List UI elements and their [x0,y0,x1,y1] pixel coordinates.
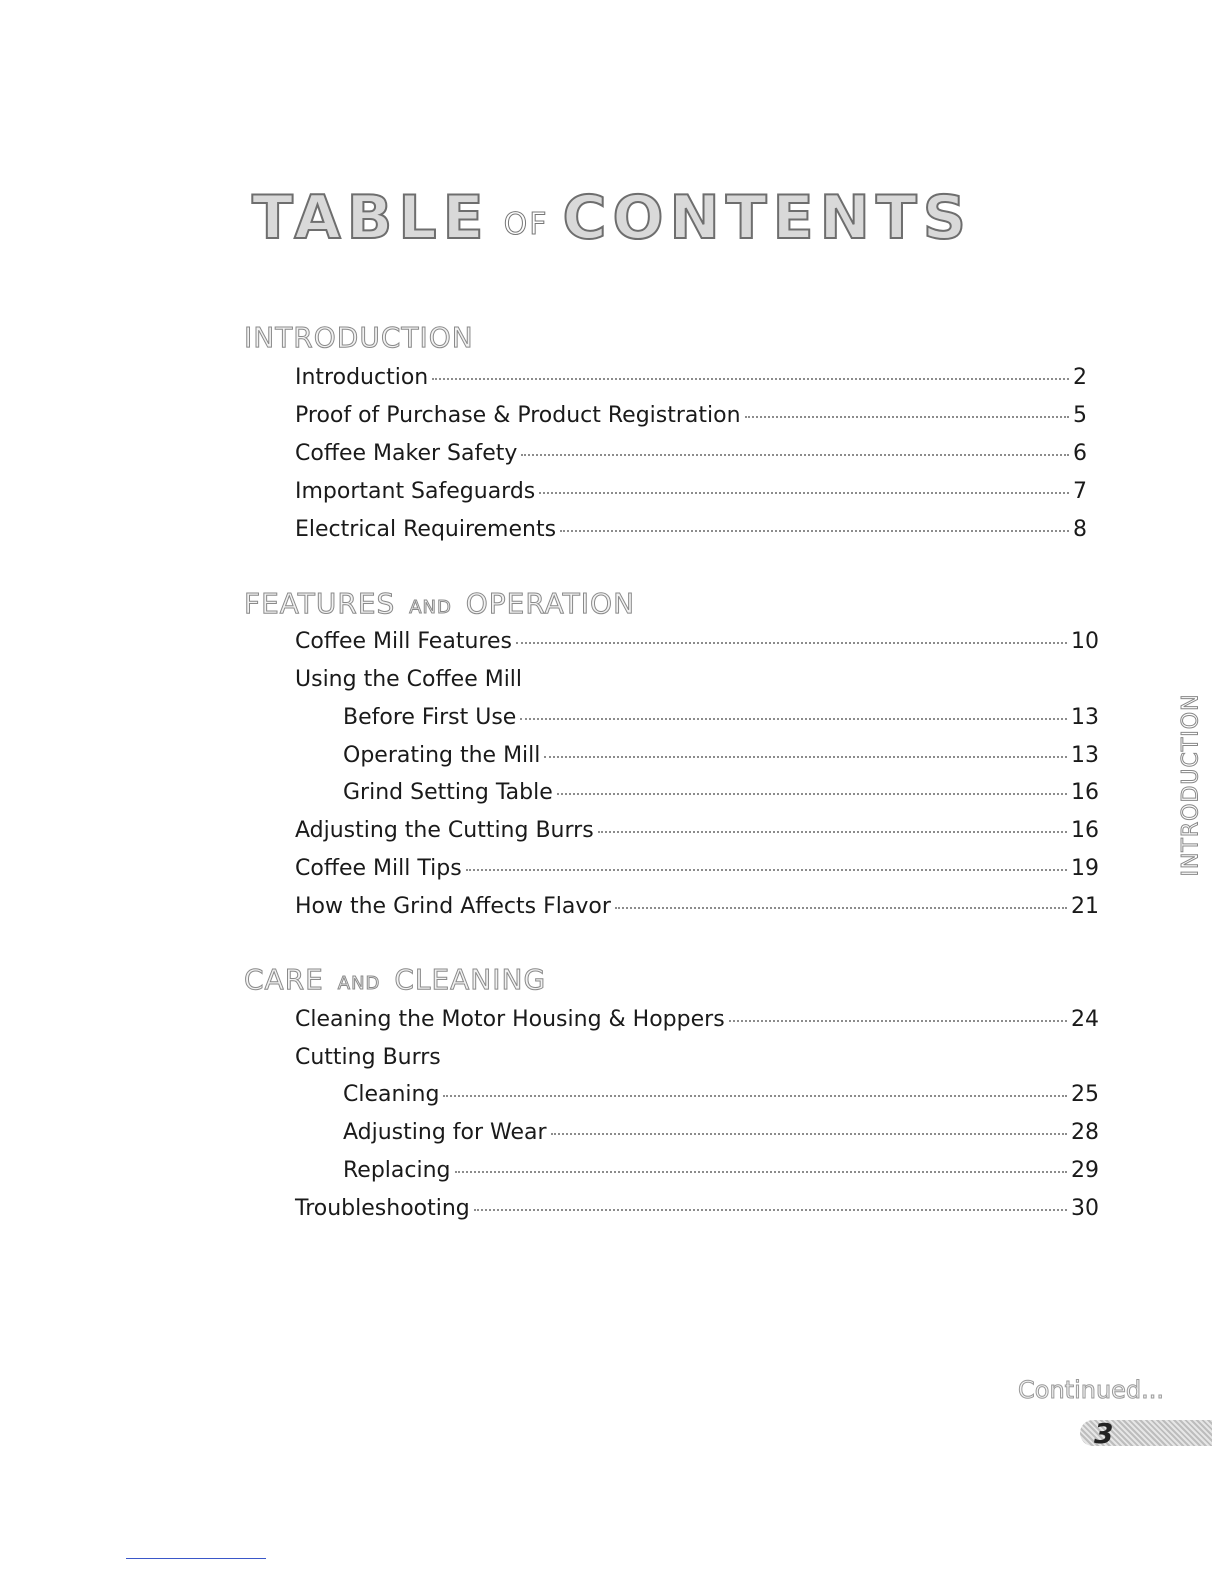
toc-page: 25 [1071,1082,1099,1107]
toc-entry-before-first-use[interactable] [343,703,1099,733]
section-title-care-and-cleaning [244,963,547,996]
section-title-and: AND [409,597,452,618]
page-number-tab [1080,1417,1212,1450]
toc-subheading-cutting-burrs[interactable]: Cutting Burrs [295,1045,441,1070]
section-title-part: OPERATION [465,587,636,620]
toc-entry-troubleshooting[interactable] [295,1194,1099,1224]
toc-label: Coffee Mill Features [295,629,512,654]
toc-label: Proof of Purchase & Product Registration [295,403,741,428]
toc-entry-replacing[interactable] [343,1156,1099,1186]
toc-label: Cleaning the Motor Housing & Hoppers [295,1007,725,1032]
dot-leader [729,1014,1067,1022]
toc-entry-adjusting-cutting-burrs[interactable] [295,816,1099,846]
page-title [0,183,1224,253]
dot-leader [539,486,1069,494]
toc-page: 2 [1073,365,1087,390]
dot-leader [474,1203,1067,1211]
section-title-introduction: INTRODUCTION [244,321,474,354]
toc-label: Replacing [343,1158,451,1183]
toc-label: Cleaning [343,1082,440,1107]
toc-page: 30 [1071,1196,1099,1221]
toc-entry-important-safeguards[interactable] [295,477,1087,507]
dot-leader [560,524,1069,532]
dot-leader [455,1165,1067,1173]
dot-leader [520,712,1067,720]
page-number: 3 [1094,1417,1114,1450]
section-title-part: CARE [244,963,324,996]
toc-label: Adjusting for Wear [343,1120,547,1145]
continued-note: Continued... [1018,1376,1165,1404]
dot-leader [544,750,1067,758]
title-word-contents: CONTENTS [562,183,973,253]
dot-leader [551,1127,1067,1135]
toc-label: Grind Setting Table [343,780,553,805]
toc-page: 19 [1071,856,1099,881]
toc-label: How the Grind Affects Flavor [295,894,611,919]
toc-entry-coffee-mill-features[interactable] [295,627,1099,657]
toc-entry-grind-affects-flavor[interactable] [295,892,1099,922]
toc-page: 28 [1071,1120,1099,1145]
title-word-table: TABLE [251,183,490,253]
dot-leader [598,825,1067,833]
toc-page: 16 [1071,818,1099,843]
toc-page: 6 [1073,441,1087,466]
toc-page: 5 [1073,403,1087,428]
toc-page: 7 [1073,479,1087,504]
toc-entry-adjusting-for-wear[interactable] [343,1118,1099,1148]
toc-page: 10 [1071,629,1099,654]
section-title-features-and-operation [244,587,636,620]
footer-rule [126,1558,266,1559]
side-section-tab [1178,693,1204,877]
toc-label: Troubleshooting [295,1196,470,1221]
toc-page: 24 [1071,1007,1099,1032]
toc-entry-proof-of-purchase[interactable] [295,401,1087,431]
toc-page: 13 [1071,743,1099,768]
dot-leader [466,863,1067,871]
toc-label: Introduction [295,365,429,390]
toc-entry-coffee-maker-safety[interactable] [295,439,1087,469]
toc-entry-electrical-requirements[interactable] [295,515,1087,545]
toc-entry-introduction[interactable] [295,363,1087,393]
toc-page: 13 [1071,705,1099,730]
toc-label: Coffee Maker Safety [295,441,518,466]
toc-label: Electrical Requirements [295,517,557,542]
dot-leader [432,372,1069,380]
dot-leader [615,901,1067,909]
dot-leader [443,1089,1067,1097]
toc-entry-cleaning-motor-housing[interactable] [295,1005,1099,1035]
toc-page: 21 [1071,894,1099,919]
dot-leader [516,636,1067,644]
side-tab-label: INTRODUCTION [1178,693,1204,877]
dot-leader [745,410,1069,418]
toc-label: Coffee Mill Tips [295,856,462,881]
toc-label: Operating the Mill [343,743,541,768]
section-title-part: FEATURES [244,587,396,620]
title-word-of: OF [503,207,549,242]
toc-page: 29 [1071,1158,1099,1183]
toc-page: 16 [1071,780,1099,805]
section-title-and: AND [337,973,381,994]
section-title-part: CLEANING [394,963,547,996]
toc-entry-operating-the-mill[interactable] [343,741,1099,771]
toc-page: 8 [1073,517,1087,542]
toc-label: Important Safeguards [295,479,536,504]
dot-leader [521,448,1069,456]
toc-label: Before First Use [343,705,517,730]
dot-leader [557,787,1067,795]
toc-entry-grind-setting-table[interactable] [343,778,1099,808]
toc-subheading-using-the-coffee-mill[interactable]: Using the Coffee Mill [295,667,523,692]
toc-label: Adjusting the Cutting Burrs [295,818,594,843]
toc-entry-cleaning[interactable] [343,1080,1099,1110]
toc-entry-coffee-mill-tips[interactable] [295,854,1099,884]
